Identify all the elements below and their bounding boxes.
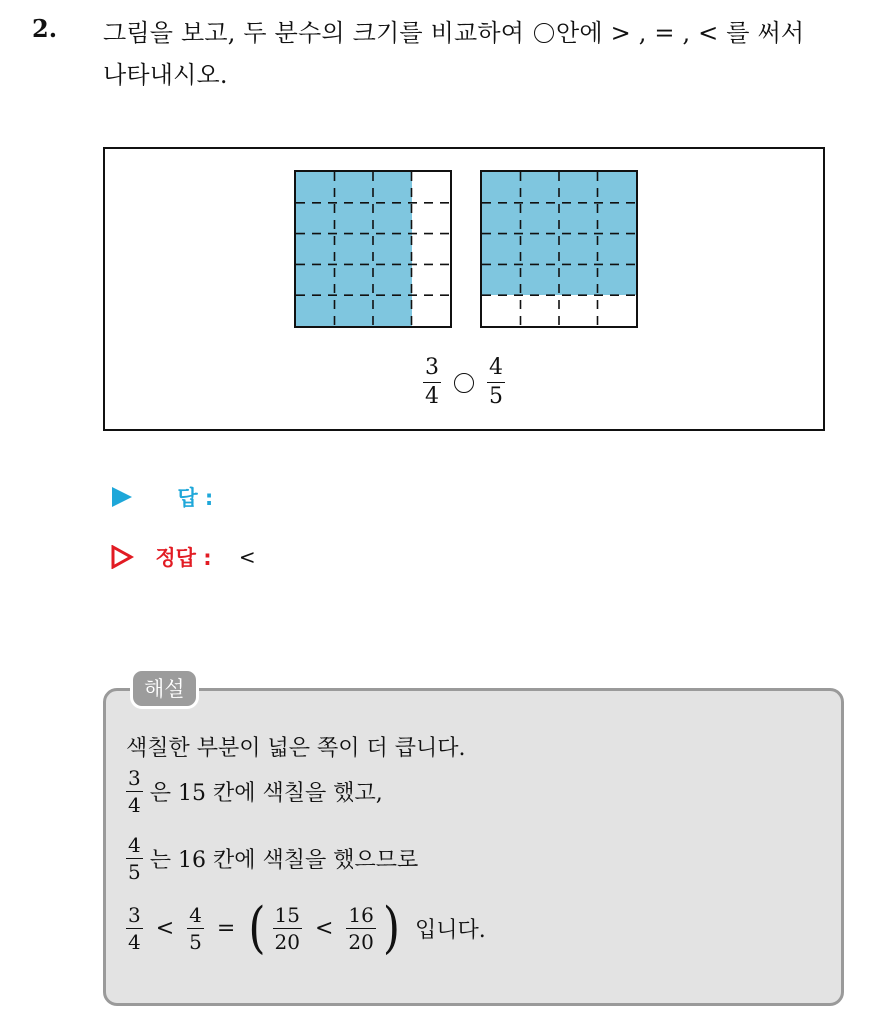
comparison-circle-icon (454, 373, 474, 393)
play-triangle-filled-icon (110, 486, 134, 508)
right-parenthesis: ) (382, 896, 401, 960)
question-text-part2: 안에 > , = , < 를 써서 (555, 19, 805, 47)
explanation-line-2 (126, 768, 383, 815)
fraction-numerator: 3 (128, 903, 141, 927)
fraction-left (423, 357, 441, 408)
fraction-numerator: 3 (128, 766, 141, 790)
explanation-tab: 해설 (130, 668, 199, 709)
fraction-4-5 (187, 905, 204, 952)
explanation-fraction-4-5 (126, 835, 143, 882)
correct-answer-row (110, 542, 256, 572)
fraction-left-numerator: 3 (425, 355, 439, 380)
question-number: 2. (32, 14, 58, 43)
fraction-numerator: 4 (128, 833, 141, 857)
explanation-line-1: 색칠한 부분이 넓은 쪽이 더 큽니다. (126, 736, 466, 761)
left-parenthesis: ( (248, 896, 266, 960)
answer-row (110, 482, 213, 512)
question-text (103, 12, 873, 96)
fraction-denominator: 20 (348, 930, 374, 954)
correct-answer-value: < (238, 545, 256, 569)
explanation-line-3 (126, 835, 418, 882)
fraction-comparison (105, 357, 823, 408)
fraction-denominator: 4 (128, 930, 141, 954)
right-fraction-grid (480, 170, 638, 328)
explanation-line-2-text: 은 15 칸에 색칠을 했고, (149, 781, 383, 806)
less-than-sign: < (314, 916, 334, 941)
answer-label: 답 : (177, 486, 214, 510)
explanation-line-4 (126, 896, 486, 960)
correct-answer-label: 정답 : (155, 546, 212, 570)
fraction-15-20 (273, 905, 302, 952)
fraction-3-4 (126, 905, 143, 952)
question-text-line2: 나타내시오. (103, 61, 228, 89)
fraction-right-denominator: 5 (489, 384, 503, 409)
explanation-fraction-3-4 (126, 768, 143, 815)
explanation-box (103, 688, 844, 1006)
fraction-denominator: 4 (128, 793, 141, 817)
question-text-part1: 그림을 보고, 두 분수의 크기를 비교하여 (103, 19, 525, 47)
play-triangle-outline-icon (110, 545, 134, 569)
fraction-numerator: 16 (348, 903, 374, 927)
explanation-line-4-tail: 입니다. (415, 918, 486, 943)
figure-box (103, 147, 825, 431)
less-than-sign: < (155, 916, 175, 941)
fraction-right-numerator: 4 (489, 355, 503, 380)
left-fraction-grid (294, 170, 452, 328)
grid-dashed-lines (482, 172, 636, 326)
fraction-left-denominator: 4 (425, 384, 439, 409)
answer-circle-icon (534, 23, 554, 43)
fraction-denominator: 5 (128, 860, 141, 884)
fraction-right (487, 357, 505, 408)
grid-dashed-lines (296, 172, 450, 326)
equals-sign: = (216, 916, 236, 941)
fraction-numerator: 15 (274, 903, 300, 927)
fraction-denominator: 20 (274, 930, 300, 954)
fraction-denominator: 5 (189, 930, 202, 954)
fraction-16-20 (346, 905, 375, 952)
explanation-line-3-text: 는 16 칸에 색칠을 했으므로 (149, 848, 419, 873)
fraction-numerator: 4 (189, 903, 202, 927)
